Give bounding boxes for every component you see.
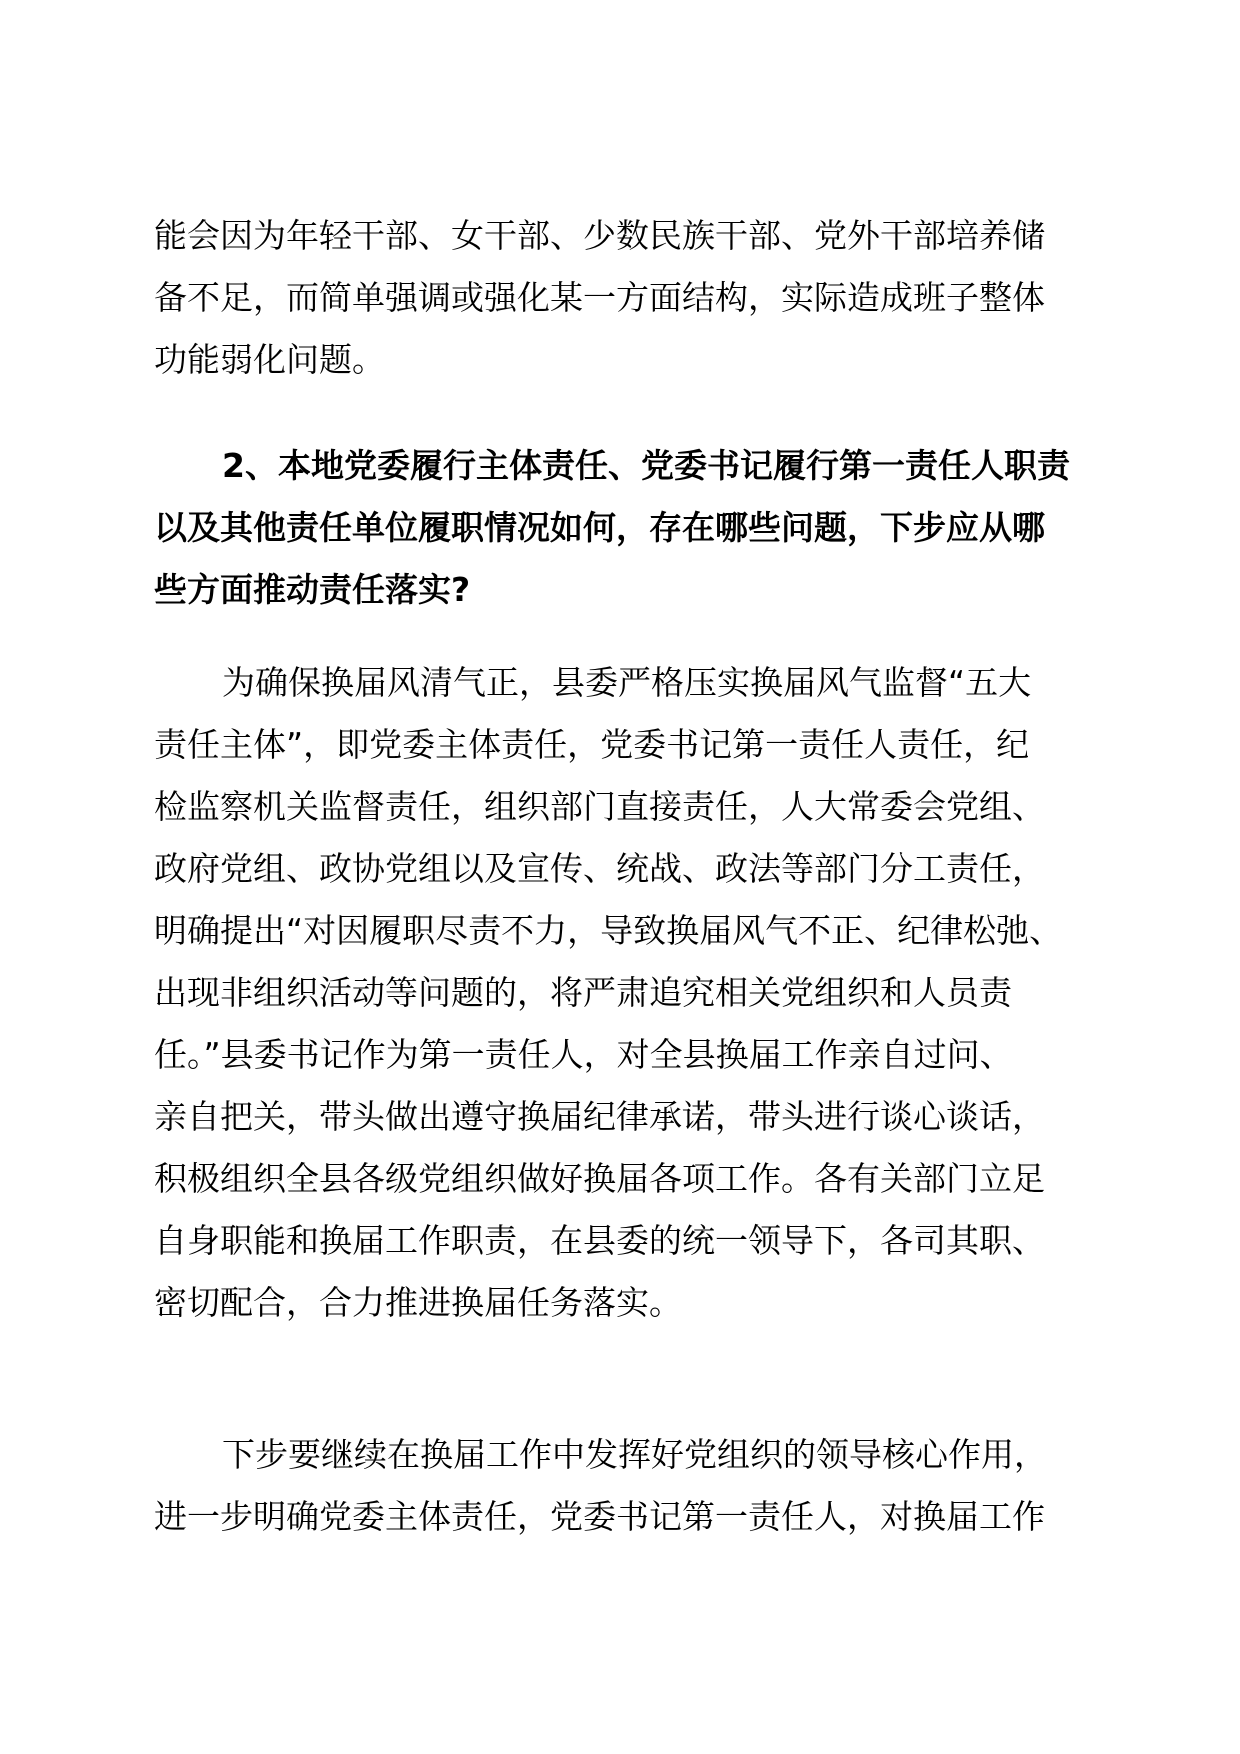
text-line: 明确提出“对因履职尽责不力，导致换届风气不正、纪律松弛、: [154, 911, 1063, 950]
heading-line: 些方面推动责任落实?: [154, 570, 471, 609]
paragraph-next-steps: [154, 1424, 1094, 1548]
paragraph-continuation: [154, 205, 1094, 391]
text-line: 密切配合，合力推进换届任务落实。: [154, 1283, 682, 1322]
text-line: 下步要继续在换届工作中发挥好党组织的领导核心作用，: [222, 1435, 1047, 1474]
text-line: 责任主体”，即党委主体责任，党委书记第一责任人责任，纪: [154, 725, 1030, 764]
text-line: 为确保换届风清气正，县委严格压实换届风气监督“五大: [222, 663, 1032, 702]
question-heading: [154, 435, 1094, 621]
text-line: 积极组织全县各级党组织做好换届各项工作。各有关部门立足: [154, 1159, 1045, 1198]
heading-line: 以及其他责任单位履职情况如何，存在哪些问题，下步应从哪: [154, 508, 1045, 547]
paragraph-answer-body: [154, 652, 1094, 1334]
text-line: 检监察机关监督责任，组织部门直接责任，人大常委会党组、: [154, 787, 1045, 826]
text-line: 亲自把关，带头做出遵守换届纪律承诺，带头进行谈心谈话，: [154, 1097, 1045, 1136]
text-line: 政府党组、政协党组以及宣传、统战、政法等部门分工责任，: [154, 849, 1045, 888]
text-line: 功能弱化问题。: [154, 340, 385, 379]
text-line: 备不足，而简单强调或强化某一方面结构，实际造成班子整体: [154, 278, 1045, 317]
text-line: 能会因为年轻干部、女干部、少数民族干部、党外干部培养储: [154, 216, 1045, 255]
text-line: 自身职能和换届工作职责，在县委的统一领导下，各司其职、: [154, 1221, 1045, 1260]
text-line: 出现非组织活动等问题的，将严肃追究相关党组织和人员责: [154, 973, 1012, 1012]
text-line: 任。”县委书记作为第一责任人，对全县换届工作亲自过问、: [154, 1035, 1013, 1074]
text-line: 进一步明确党委主体责任，党委书记第一责任人，对换届工作: [154, 1497, 1045, 1536]
heading-line: 2、本地党委履行主体责任、党委书记履行第一责任人职责: [222, 446, 1070, 485]
